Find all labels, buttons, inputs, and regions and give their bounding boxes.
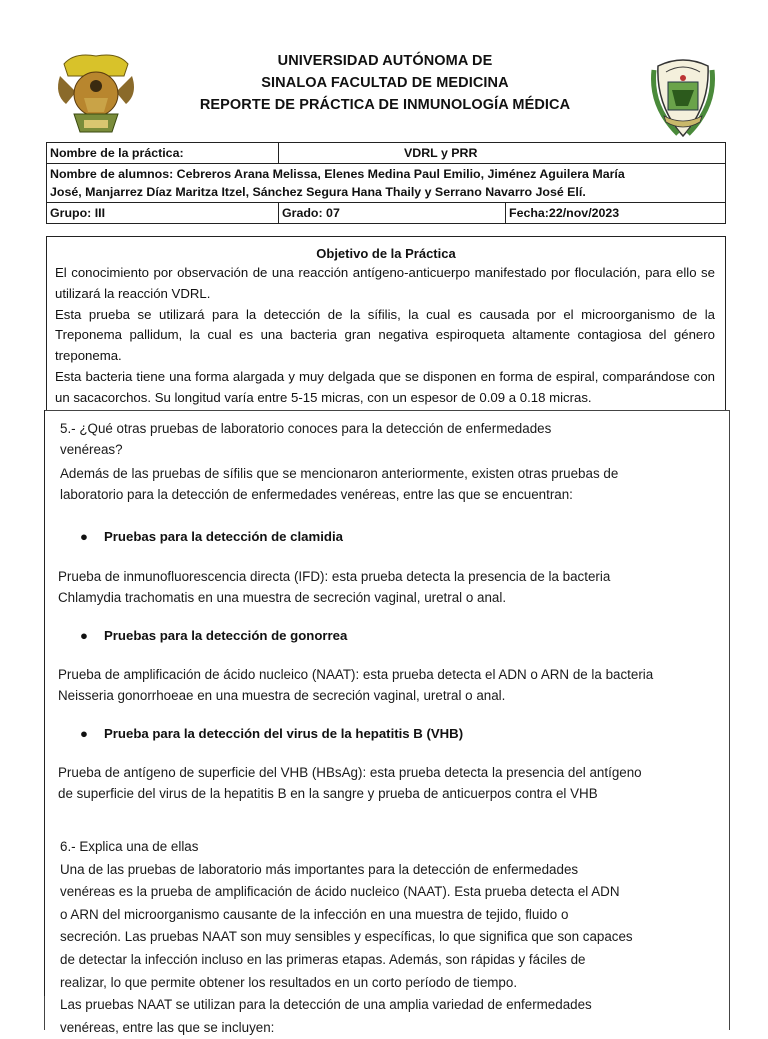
- grade-cell: Grado: 07: [279, 203, 506, 224]
- students-row: [47, 164, 726, 203]
- hepatitis-line-2: de superficie del virus de la hepatitis B en la sangre y prueba de anticuerpos contra el VHB: [58, 785, 598, 801]
- objective-paragraph-3: Esta bacteria tiene una forma alargada y muy delgada que se disponen en forma de espiral, comparándose con un sacacorchos. Su longitud varía entre 5-15 micras, con un espesor de 0.09 a 0.18 micras.: [55, 368, 715, 405]
- hepatitis-text: [58, 763, 642, 804]
- bullet-label: Prueba para la detección del virus de la hepatitis B (VHB): [104, 726, 464, 741]
- students-cell: [47, 164, 726, 203]
- bullet-icon: ●: [80, 529, 88, 544]
- objective-title: Objetivo de la Práctica: [316, 246, 456, 261]
- gonorrea-line-2: Neisseria gonorrhoeae en una muestra de secreción vaginal, uretral o anal.: [58, 687, 506, 703]
- q6-line: venéreas, entre las que se incluyen:: [60, 1019, 275, 1035]
- practice-label: Nombre de la práctica:: [47, 143, 279, 164]
- bullet-label: Pruebas para la detección de gonorrea: [104, 628, 348, 643]
- objective-paragraph-2: Esta prueba se utilizará para la detección de la sífilis, la cual es causada por el microorganismo de la Treponema pallidum, la cual es una bacteria gran negativa espiroqueta altamente contagiosa del género treponema.: [55, 306, 715, 364]
- objective-text: [47, 263, 725, 409]
- objective-box: [46, 236, 726, 412]
- question-5: [60, 419, 551, 460]
- clamidia-text: [58, 567, 610, 608]
- bullet-icon: ●: [80, 628, 88, 643]
- objective-paragraph-1: El conocimiento por observación de una reacción antígeno-anticuerpo manifestado por floculación, para ello se utilizará la reacción VDRL.: [55, 265, 715, 301]
- clamidia-line-1: Prueba de inmunofluorescencia directa (IFD): esta prueba detecta la presencia de la bacteria: [58, 569, 611, 584]
- question-5-intro: [60, 464, 618, 505]
- q6-line: secreción. Las pruebas NAAT son muy sensibles y específicas, lo que significa que son capaces: [60, 929, 633, 945]
- gonorrea-line-1: Prueba de amplificación de ácido nucleico (NAAT): esta prueba detecta el ADN o ARN de la bacteria: [58, 667, 654, 682]
- gonorrea-text: [58, 665, 653, 706]
- practice-value-text: VDRL y PRR: [404, 146, 478, 160]
- students-line-2: José, Manjarrez Díaz Maritza Itzel, Sánchez Segura Hana Thaily y Serrano Navarro José Elí.: [50, 185, 586, 199]
- document-header: [150, 50, 620, 116]
- practice-info-table: [46, 142, 726, 224]
- practice-value: [279, 143, 726, 164]
- q6-line: realizar, lo que permite obtener los resultados en un corto período de tiempo.: [60, 974, 518, 990]
- practice-row: [47, 143, 726, 164]
- university-crest-icon: [54, 46, 138, 138]
- q6-line: de detectar la infección incluso en las primeras etapas. Además, son rápidas y fáciles de: [60, 951, 586, 967]
- hepatitis-line-1: Prueba de antígeno de superficie del VHB (HBsAg): esta prueba detecta la presencia del antígeno: [58, 765, 642, 780]
- group-row: [47, 203, 726, 224]
- date-cell: Fecha:22/nov/2023: [506, 203, 726, 224]
- bullet-label: Pruebas para la detección de clamidia: [104, 529, 343, 544]
- intro-line-2: laboratorio para la detección de enfermedades venéreas, entre las que se encuentran:: [60, 486, 573, 502]
- q6-line: o ARN del microorganismo causante de la infección en una muestra de tejido, fluido o: [60, 906, 569, 922]
- question-5-line-2: venéreas?: [60, 441, 123, 457]
- medicine-faculty-seal-icon: [648, 46, 718, 140]
- q6-line: Una de las pruebas de laboratorio más importantes para la detección de enfermedades: [60, 861, 579, 877]
- intro-line-1: Además de las pruebas de sífilis que se mencionaron anteriormente, existen otras pruebas de: [60, 466, 619, 481]
- group-cell: Grupo: III: [47, 203, 279, 224]
- clamidia-line-2: Chlamydia trachomatis en una muestra de secreción vaginal, uretral o anal.: [58, 589, 507, 605]
- q6-line: venéreas es la prueba de amplificación de ácido nucleico (NAAT). Esta prueba detecta el ADN: [60, 884, 620, 900]
- question-5-line-1: 5.- ¿Qué otras pruebas de laboratorio conoces para la detección de enfermedades: [60, 421, 552, 436]
- bullet-icon: ●: [80, 726, 88, 741]
- header-line-2: SINALOA FACULTAD DE MEDICINA: [261, 75, 509, 91]
- page-left-border: [44, 410, 45, 996]
- question-6: [60, 836, 633, 1039]
- students-line-1: Nombre de alumnos: Cebreros Arana Melissa, Elenes Medina Paul Emilio, Jiménez Aguilera María: [50, 167, 625, 181]
- header-line-1: UNIVERSIDAD AUTÓNOMA DE: [277, 53, 493, 69]
- q6-line: Las pruebas NAAT se utilizan para la detección de una amplia variedad de enfermedades: [60, 997, 592, 1013]
- header-line-3: REPORTE DE PRÁCTICA DE INMUNOLOGÍA MÉDICA: [199, 97, 571, 113]
- question-6-title: 6.- Explica una de ellas: [60, 839, 199, 854]
